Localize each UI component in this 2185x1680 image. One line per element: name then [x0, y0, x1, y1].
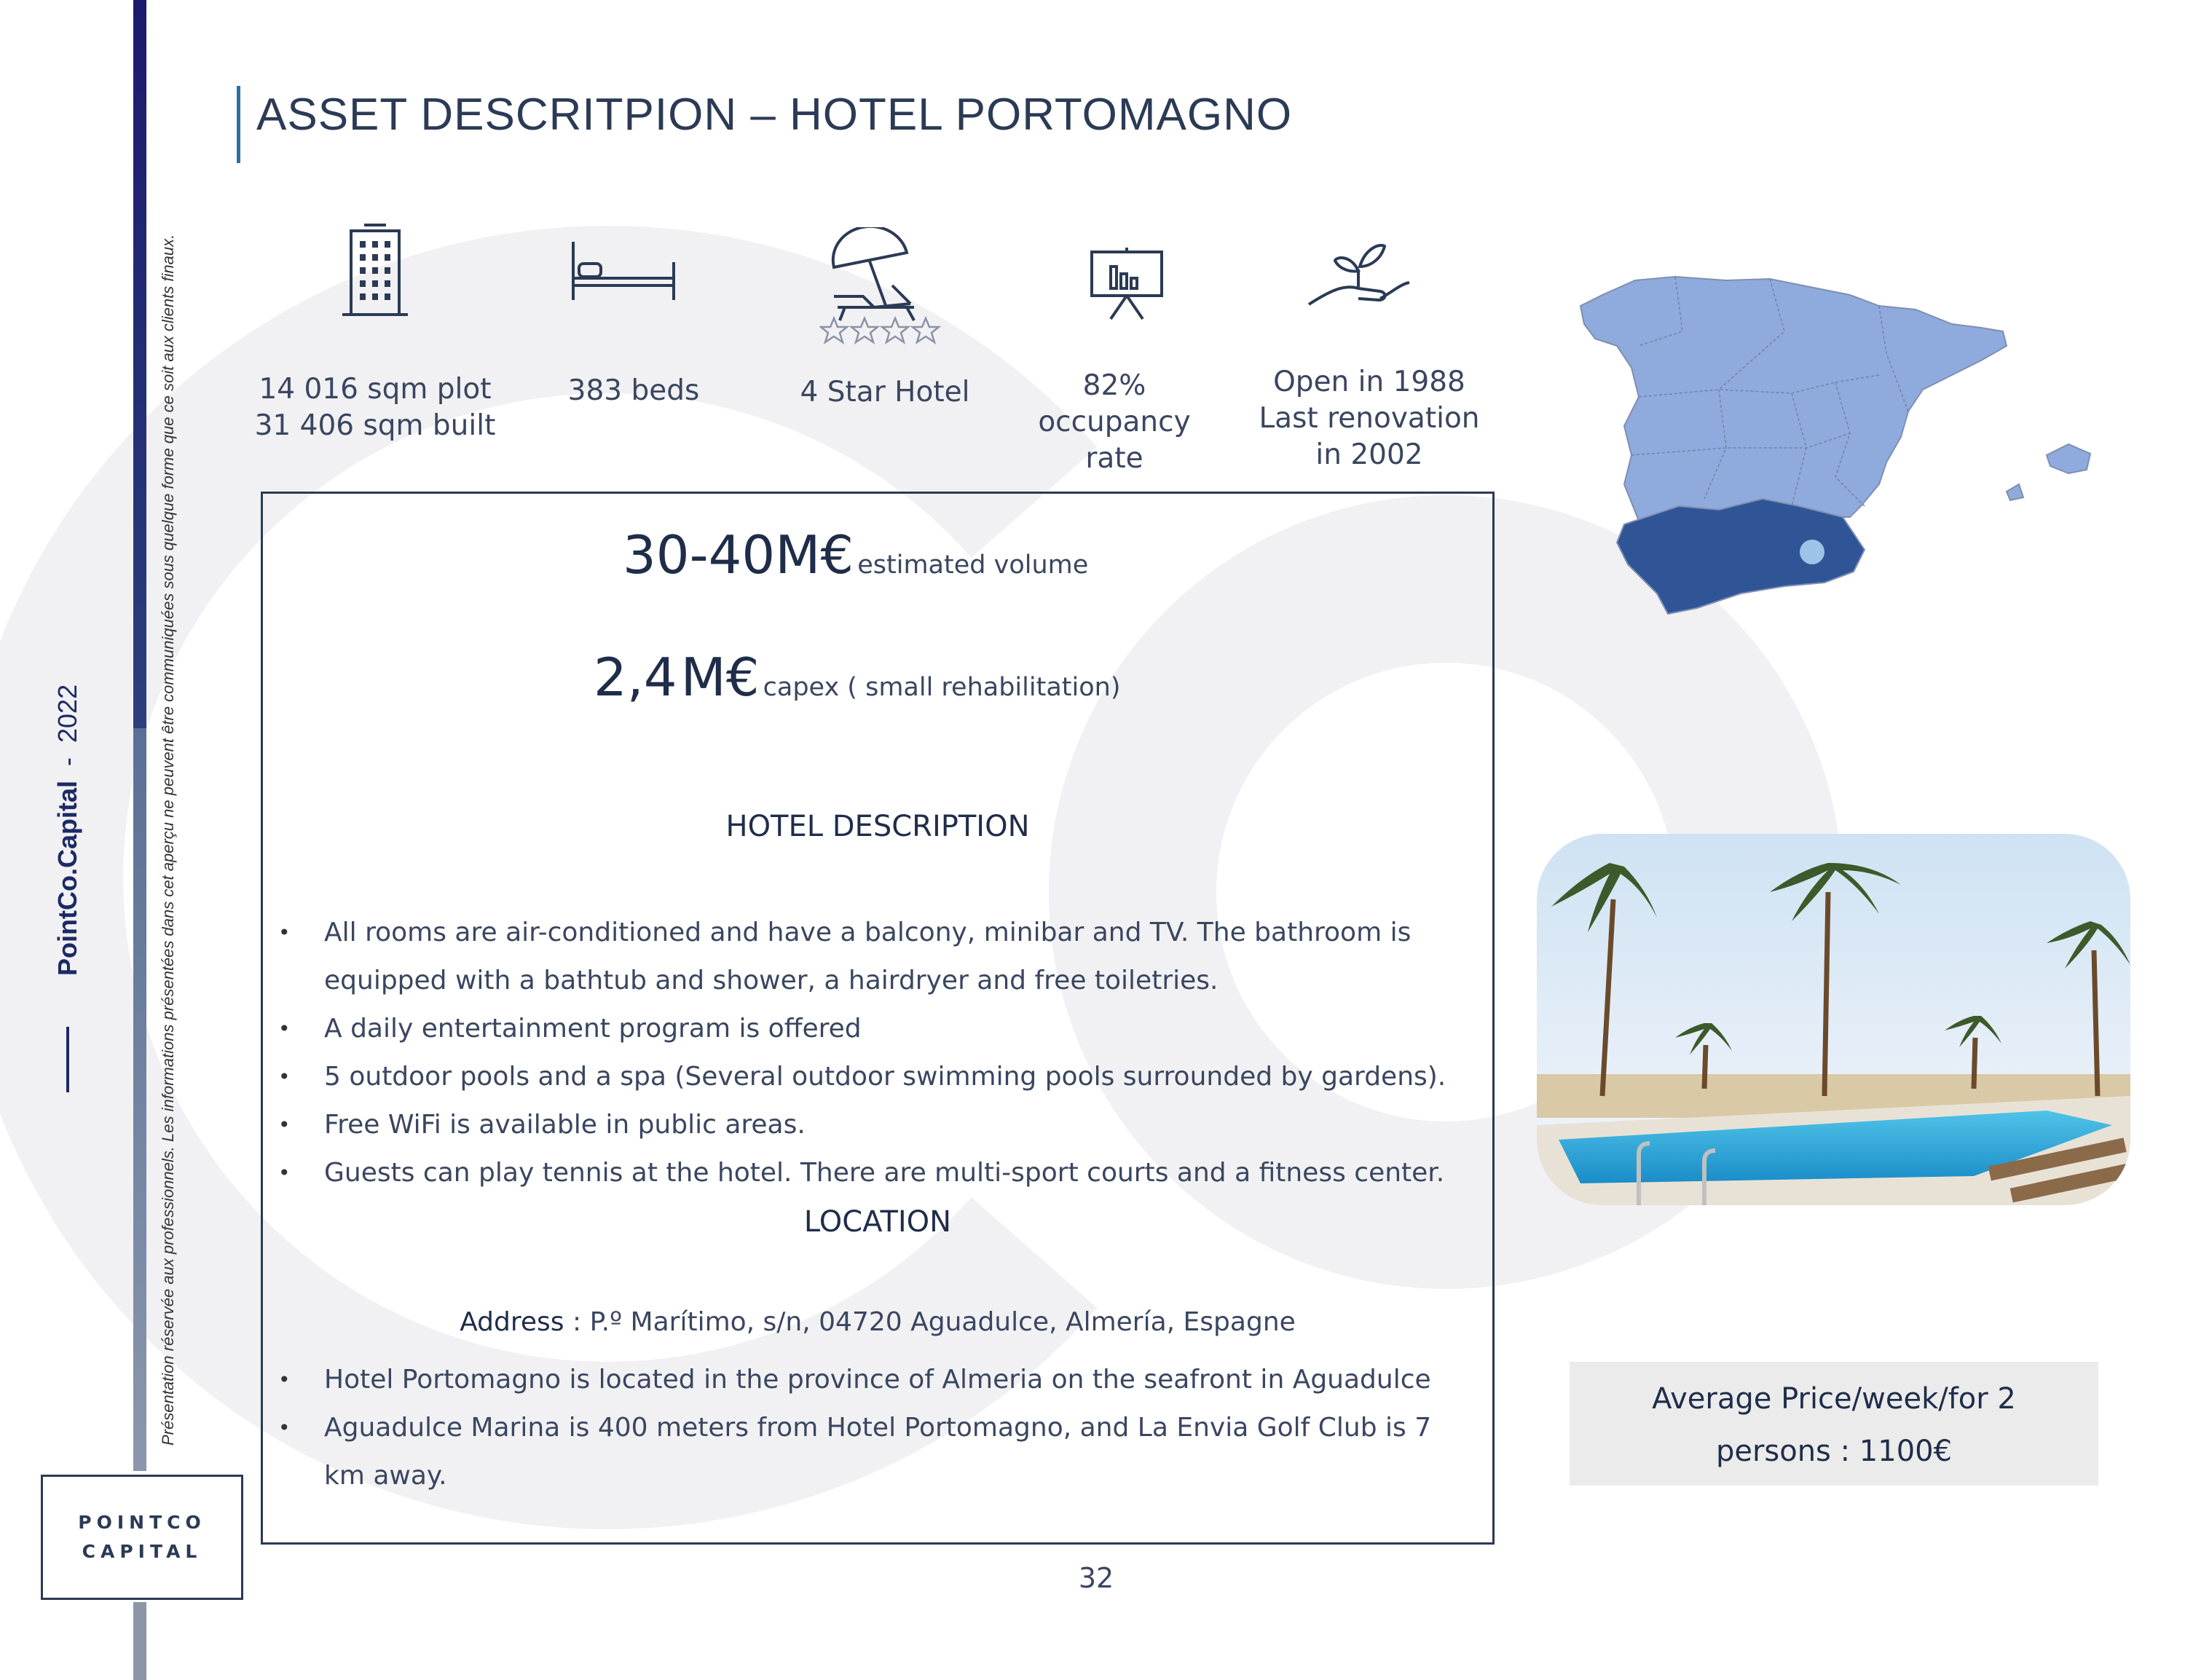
sidebar-bar-top	[133, 0, 146, 728]
andalusia-region	[1617, 499, 1865, 614]
sidebar-brand	[42, 437, 93, 1092]
capex-label: capex ( small rehabilitation)	[763, 673, 1121, 702]
stat-occupancy-line-2: occupancy	[1038, 406, 1191, 438]
list-item: equipped with a bathtub and shower, a hairdryer and free toiletries.	[324, 966, 1219, 995]
stat-area-line-1: 14 016 sqm plot	[259, 373, 492, 406]
volume-label: estimated volume	[857, 551, 1089, 580]
location-marker	[1800, 540, 1824, 564]
stat-opening	[1238, 364, 1500, 473]
balearic-islands	[2047, 444, 2090, 473]
list-item: • 5 outdoor pools and a spa (Several outdoor swimming pools surrounded by gardens).	[261, 1053, 1492, 1101]
price-line-1: Average Price/week/for 2	[1652, 1382, 2016, 1416]
brand-separator: -	[52, 757, 82, 766]
volume-figure	[623, 524, 1088, 585]
list-item: • Free WiFi is available in public areas.	[261, 1101, 1492, 1149]
address-line	[261, 1307, 1495, 1337]
stat-opening-line-1: Open in 1988	[1273, 366, 1465, 398]
title-accent-bar	[237, 86, 240, 163]
volume-value: 30-40	[623, 524, 776, 585]
page-number: 32	[1078, 1562, 1114, 1594]
list-item: • All rooms are air-conditioned and have a balcony, minibar and TV. The bathroom is	[261, 909, 1492, 957]
stat-occupancy	[1012, 368, 1216, 477]
volume-unit: M€	[775, 524, 854, 585]
list-item: km away.	[324, 1461, 447, 1491]
stat-opening-line-2: Last renovation	[1259, 402, 1480, 435]
stat-area	[240, 371, 510, 444]
stat-stars-line-1: 4 Star Hotel	[800, 376, 970, 409]
average-price-box	[1570, 1362, 2098, 1486]
brand-year: 2022	[52, 684, 82, 743]
stat-beds	[532, 373, 736, 409]
brand-divider	[66, 1027, 69, 1092]
sidebar-bar-bottom	[133, 1602, 146, 1680]
sidebar-bar-middle	[133, 728, 146, 1471]
price-line-2: persons : 1100€	[1715, 1435, 1953, 1468]
capex-unit: M€	[680, 647, 760, 708]
beach-chair-stars-icon	[819, 227, 947, 351]
stat-area-line-2: 31 406 sqm built	[254, 409, 496, 442]
list-item: • Aguadulce Marina is 400 meters from Hotel Portomagno, and La Envia Golf Club is 7	[261, 1404, 1492, 1452]
page-title: ASSET DESCRITPION – HOTEL PORTOMAGNO	[256, 90, 1293, 140]
disclaimer-text: Présentation réservée aux professionnels. Les informations présentées dans cet aperçu ne peuvent être communiquées sous quelque forme que ce soit aux clients finaux.	[159, 234, 177, 1446]
address-label: Address	[460, 1307, 564, 1337]
brand-name: PointCo.Capital	[52, 781, 82, 976]
balearic-islands-small	[2007, 484, 2023, 500]
spain-map	[1573, 266, 2170, 750]
capex-value: 2,4	[594, 647, 677, 708]
stat-stars	[772, 374, 998, 411]
list-item: • Guests can play tennis at the hotel. There are multi-sport courts and a fitness center.	[261, 1149, 1492, 1197]
presentation-chart-icon	[1089, 248, 1165, 320]
bed-icon	[570, 240, 677, 302]
hotel-description-heading: HOTEL DESCRIPTION	[725, 810, 1030, 843]
stat-beds-line-1: 383 beds	[567, 374, 700, 407]
location-list	[261, 1356, 1492, 1500]
company-logo	[41, 1475, 243, 1600]
location-heading: LOCATION	[803, 1205, 952, 1239]
address-value: : P.º Marítimo, s/n, 04720 Aguadulce, Almería, Espagne	[564, 1307, 1296, 1337]
logo-line-1: POINTCO	[78, 1512, 206, 1533]
list-item: • Hotel Portomagno is located in the province of Almeria on the seafront in Aguadulce	[261, 1356, 1492, 1404]
stat-opening-line-3: in 2002	[1315, 438, 1423, 471]
pool-photo-illustration	[1537, 834, 2130, 1205]
capex-figure	[594, 647, 1120, 708]
hotel-description-list	[261, 909, 1492, 1197]
hotel-pool-photo	[1537, 834, 2130, 1205]
building-icon	[342, 222, 408, 317]
stat-occupancy-line-3: rate	[1085, 442, 1143, 475]
logo-line-2: CAPITAL	[82, 1541, 202, 1562]
hand-plant-icon	[1307, 240, 1413, 313]
stat-occupancy-line-1: 82%	[1082, 369, 1146, 402]
list-item: • A daily entertainment program is offered	[261, 1005, 1492, 1053]
